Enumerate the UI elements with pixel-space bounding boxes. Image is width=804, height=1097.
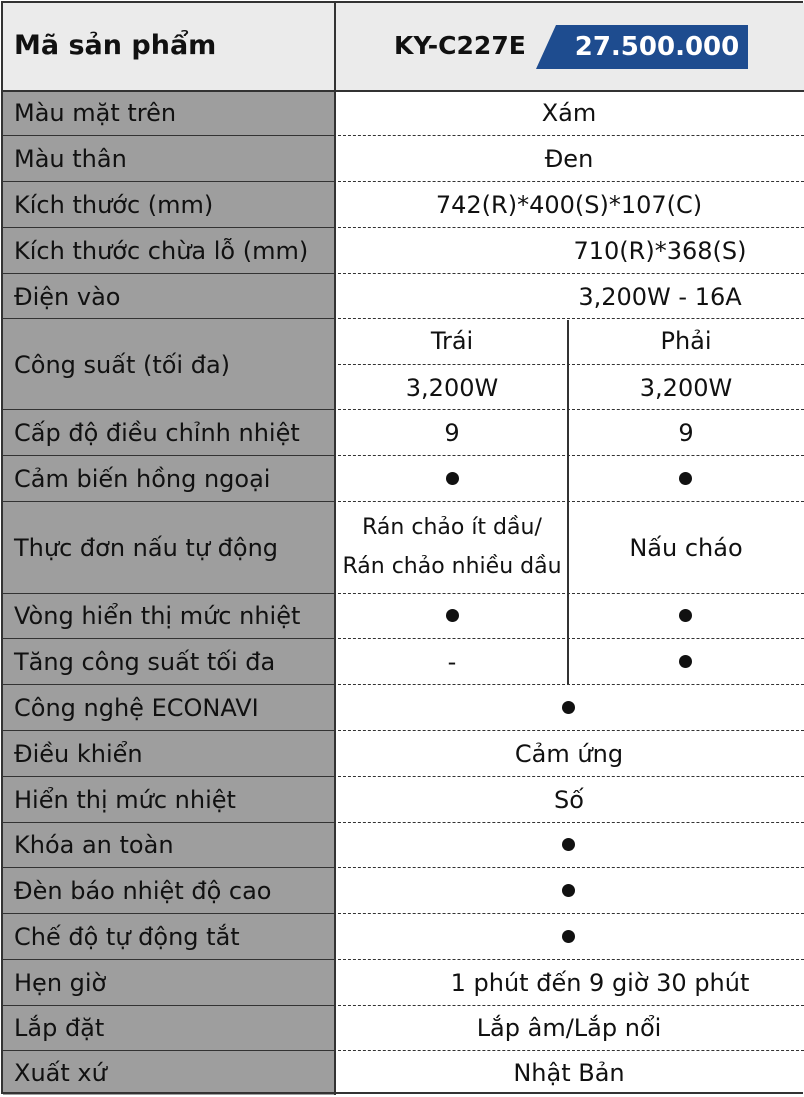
label-origin: Xuất xứ (14, 1059, 107, 1087)
zone-divider (567, 320, 569, 684)
ir-sensor-right-dot (679, 472, 692, 485)
value-divider (338, 409, 804, 410)
value-divider (338, 135, 804, 136)
row-divider (3, 455, 334, 456)
value-cutout: 710(R)*368(S) (573, 237, 747, 265)
row-divider (3, 501, 334, 502)
label-cutout: Kích thước chừa lỗ (mm) (14, 237, 309, 265)
heat-ring-left-dot (446, 609, 459, 622)
label-max-power: Công suất (tối đa) (14, 351, 231, 379)
label-body-color: Màu thân (14, 145, 127, 173)
hot-indicator-dot (562, 884, 575, 897)
value-divider (338, 638, 804, 639)
boost-right-dot (679, 655, 692, 668)
value-install: Lắp âm/Lắp nổi (476, 1014, 662, 1042)
value-divider (338, 455, 804, 456)
value-divider (338, 1050, 804, 1051)
auto-menu-left-1: Rán chảo ít dầu/ (362, 515, 542, 540)
heat-levels-right: 9 (678, 419, 694, 447)
value-divider (338, 822, 804, 823)
value-divider (338, 1005, 804, 1006)
value-divider (338, 501, 804, 502)
value-timer: 1 phút đến 9 giờ 30 phút (450, 969, 750, 997)
label-size: Kích thước (mm) (14, 191, 214, 219)
label-timer: Hẹn giờ (14, 969, 107, 997)
auto-menu-left-2: Rán chảo nhiều dầu (342, 554, 562, 579)
value-divider (338, 867, 804, 868)
row-divider (3, 318, 334, 319)
price: 27.500.000 (574, 32, 740, 62)
row-divider (3, 959, 334, 960)
row-divider (3, 409, 334, 410)
label-econavi: Công nghệ ECONAVI (14, 694, 259, 722)
head-left: Trái (430, 327, 474, 355)
label-safety-lock: Khóa an toàn (14, 831, 174, 859)
value-divider (338, 913, 804, 914)
value-body-color: Đen (544, 145, 594, 173)
row-divider (3, 181, 334, 182)
row-divider (3, 227, 334, 228)
value-divider (338, 593, 804, 594)
value-divider (338, 273, 804, 274)
value-divider (338, 730, 804, 731)
label-power-in: Điện vào (14, 283, 121, 311)
label-auto-off: Chế độ tự động tắt (14, 923, 240, 951)
row-divider (3, 593, 334, 594)
econavi-dot (562, 701, 575, 714)
label-boost: Tăng công suất tối đa (14, 648, 276, 676)
auto-menu-right: Nấu cháo (629, 534, 743, 562)
value-divider (338, 364, 804, 365)
safety-lock-dot (562, 838, 575, 851)
label-heat-display: Hiển thị mức nhiệt (14, 786, 236, 814)
header-divider (3, 90, 804, 92)
label-install: Lắp đặt (14, 1014, 105, 1042)
heat-ring-right-dot (679, 609, 692, 622)
value-power-in: 3,200W - 16A (578, 283, 742, 311)
row-divider (3, 1050, 334, 1051)
row-divider (3, 684, 334, 685)
row-divider (3, 867, 334, 868)
row-divider (3, 638, 334, 639)
value-divider (338, 227, 804, 228)
value-divider (338, 959, 804, 960)
value-divider (338, 776, 804, 777)
label-auto-menu: Thực đơn nấu tự động (14, 534, 279, 562)
row-divider (3, 776, 334, 777)
value-divider (338, 318, 804, 319)
label-control: Điều khiển (14, 740, 143, 768)
value-top-color: Xám (541, 99, 597, 127)
label-ir-sensor: Cảm biến hồng ngoại (14, 465, 271, 493)
value-heat-display: Số (554, 786, 584, 814)
head-right: Phải (660, 327, 712, 355)
max-power-left: 3,200W (405, 374, 499, 402)
label-hot-indicator: Đèn báo nhiệt độ cao (14, 877, 272, 905)
label-heat-ring: Vòng hiển thị mức nhiệt (14, 602, 301, 630)
row-divider (3, 913, 334, 914)
auto-off-dot (562, 930, 575, 943)
ir-sensor-left-dot (446, 472, 459, 485)
row-divider (3, 730, 334, 731)
max-power-right: 3,200W (639, 374, 733, 402)
value-control: Cảm ứng (514, 740, 624, 768)
row-divider (3, 822, 334, 823)
boost-left: - (447, 648, 457, 676)
value-divider (338, 684, 804, 685)
row-divider (3, 1005, 334, 1006)
header-label: Mã sản phẩm (14, 30, 217, 61)
heat-levels-left: 9 (444, 419, 460, 447)
model-code: KY-C227E (394, 31, 526, 60)
value-origin: Nhật Bản (513, 1059, 625, 1087)
label-heat-levels: Cấp độ điều chỉnh nhiệt (14, 419, 300, 447)
value-divider (338, 181, 804, 182)
label-top-color: Màu mặt trên (14, 99, 177, 127)
row-divider (3, 135, 334, 136)
row-divider (3, 273, 334, 274)
value-size: 742(R)*400(S)*107(C) (435, 191, 703, 219)
